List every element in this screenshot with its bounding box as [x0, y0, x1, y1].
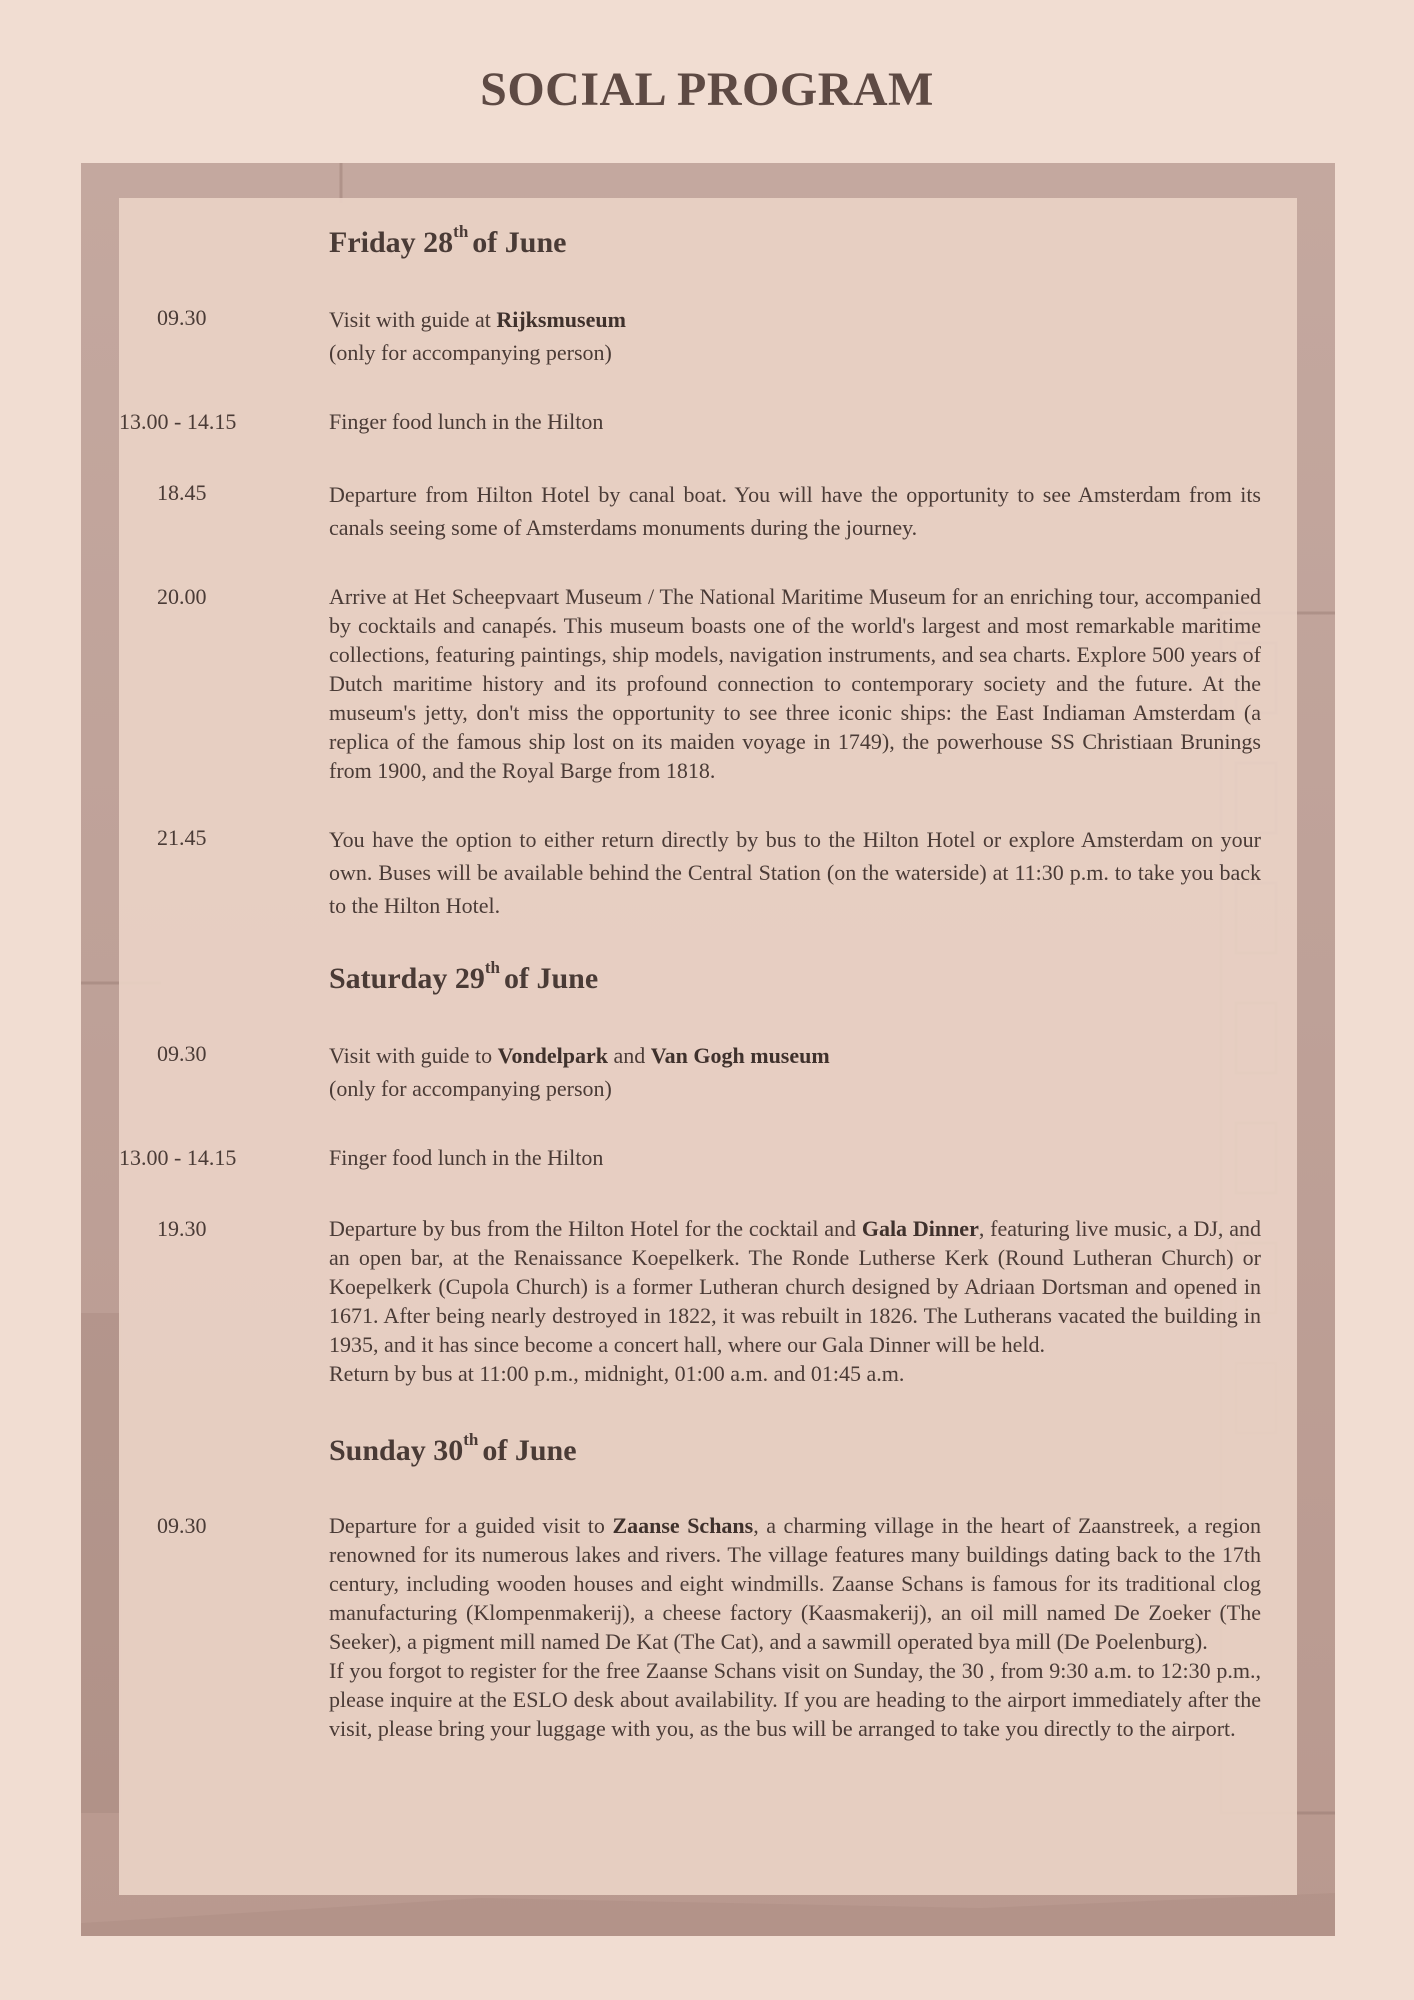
event-row [119, 1511, 1262, 1743]
event-row [119, 478, 1262, 544]
event-description: Finger food lunch in the Hilton [329, 409, 604, 434]
event-time: 09.30 [157, 1513, 207, 1538]
event-row [119, 407, 1262, 436]
event-time: 13.00 - 14.15 [119, 1145, 237, 1170]
event-description: Finger food lunch in the Hilton [329, 1145, 604, 1170]
event-description: Visit with guide to Vondelpark and Van Gogh museum (only for accompanying person) [329, 1043, 830, 1101]
schedule [119, 198, 1262, 1743]
event-row [119, 1214, 1262, 1388]
event-description: You have the option to either return directly by bus to the Hilton Hotel or explore Amsterdam on your own. Buses will be available behind the Central Station (on the waterside) at 11:30 p.m. to take you back to the Hilton Hotel. [329, 827, 1261, 918]
event-description: Arrive at Het Scheepvaart Museum / The National Maritime Museum for an enriching tour, accompanied by cocktails and canapés. This museum boasts one of the world's largest and most remarkable maritime collections, featuring paintings, ship models, navigation instruments, and sea charts. Explore 500 years of Dutch maritime history and its profound connection to contemporary society and the future. At the museum's jetty, don't miss the opportunity to see three iconic ships: the East Indiaman Amsterdam (a replica of the famous ship lost on its maiden voyage in 1749), the powerhouse SS Christiaan Brunings from 1900, and the Royal Barge from 1818. [329, 584, 1261, 783]
event-row [119, 303, 1262, 369]
event-time: 13.00 - 14.15 [119, 409, 237, 434]
day-heading-sunday: Sunday 30th of June [329, 1430, 577, 1467]
event-time: 09.30 [157, 1041, 207, 1066]
event-description: Visit with guide at Rijksmuseum (only for accompanying person) [329, 307, 626, 365]
event-description: Departure from Hilton Hotel by canal boat. You will have the opportunity to see Amsterdam from its canals seeing some of Amsterdams monuments during the journey. [329, 482, 1261, 540]
event-row [119, 1039, 1262, 1105]
event-description: Departure by bus from the Hilton Hotel for the cocktail and Gala Dinner, featuring live music, a DJ, and an open bar, at the Renaissance Koepelkerk. The Ronde Lutherse Kerk (Round Lutheran Church) or Koepelkerk (Cupola Church) is a former Lutheran church designed by Adriaan Dortsman and opened in 1671. After being nearly destroyed in 1822, it was rebuilt in 1826. The Lutherans vacated the building in 1935, and it has since become a concert hall, where our Gala Dinner will be held. Return by bus at 11:00 p.m., midnight, 01:00 a.m. and 01:45 a.m. [329, 1216, 1261, 1386]
event-time: 21.45 [157, 825, 207, 850]
event-time: 20.00 [157, 584, 207, 609]
day-heading-friday: Friday 28th of June [329, 222, 567, 259]
day-heading-saturday: Saturday 29th of June [329, 958, 599, 995]
event-row [119, 582, 1262, 785]
event-time: 19.30 [157, 1216, 207, 1241]
event-row [119, 823, 1262, 922]
page-title: SOCIAL PROGRAM [480, 63, 934, 116]
event-time: 18.45 [157, 480, 207, 505]
event-row [119, 1143, 1262, 1172]
event-time: 09.30 [157, 305, 207, 330]
event-description: Departure for a guided visit to Zaanse Schans, a charming village in the heart of Zaanstreek, a region renowned for its numerous lakes and rivers. The village features many buildings dating back to the 17th century, including wooden houses and eight windmills. Zaanse Schans is famous for its traditional clog manufacturing (Klompenmakerij), a cheese factory (Kaasmakerij), an oil mill named De Zoeker (The Seeker), a pigment mill named De Kat (The Cat), and a sawmill operated bya mill (De Poelenburg). If you forgot to register for the free Zaanse Schans visit on Sunday, the 30 , from 9:30 a.m. to 12:30 p.m., please inquire at the ESLO desk about availability. If you are heading to the airport immediately after the visit, please bring your luggage with you, as the bus will be arranged to take you directly to the airport. [329, 1513, 1261, 1741]
